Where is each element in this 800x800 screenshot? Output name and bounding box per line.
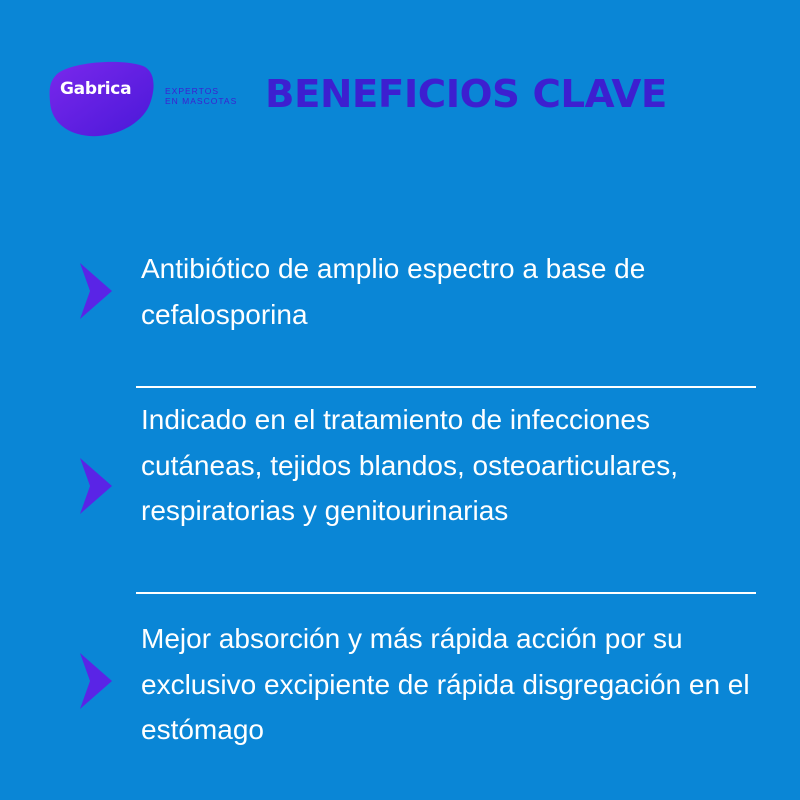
brand-tagline-line2: EN MASCOTAS [165,96,238,106]
divider [136,386,756,388]
benefit-text: Indicado en el tratamiento de infecciones cutáneas, tejidos blandos, osteoarticulares, respiratorias y genitourinarias [141,404,678,526]
brand-tagline [165,86,265,106]
chevron-right-icon [78,456,114,516]
benefit-text: Mejor absorción y más rápida acción por su exclusivo excipiente de rápida disgregación en el estómago [141,623,750,745]
benefit-text: Antibiótico de amplio espectro a base de cefalosporina [141,253,646,330]
chevron-right-icon [78,651,114,711]
chevron-right-icon [78,261,114,321]
header [0,0,800,160]
brand-tagline-line1: EXPERTOS [165,86,219,96]
brand-logo-text: Gabrica [60,79,132,99]
page-title: BENEFICIOS CLAVE [265,72,667,116]
divider [136,592,756,594]
brand-logo-shape [49,60,155,138]
